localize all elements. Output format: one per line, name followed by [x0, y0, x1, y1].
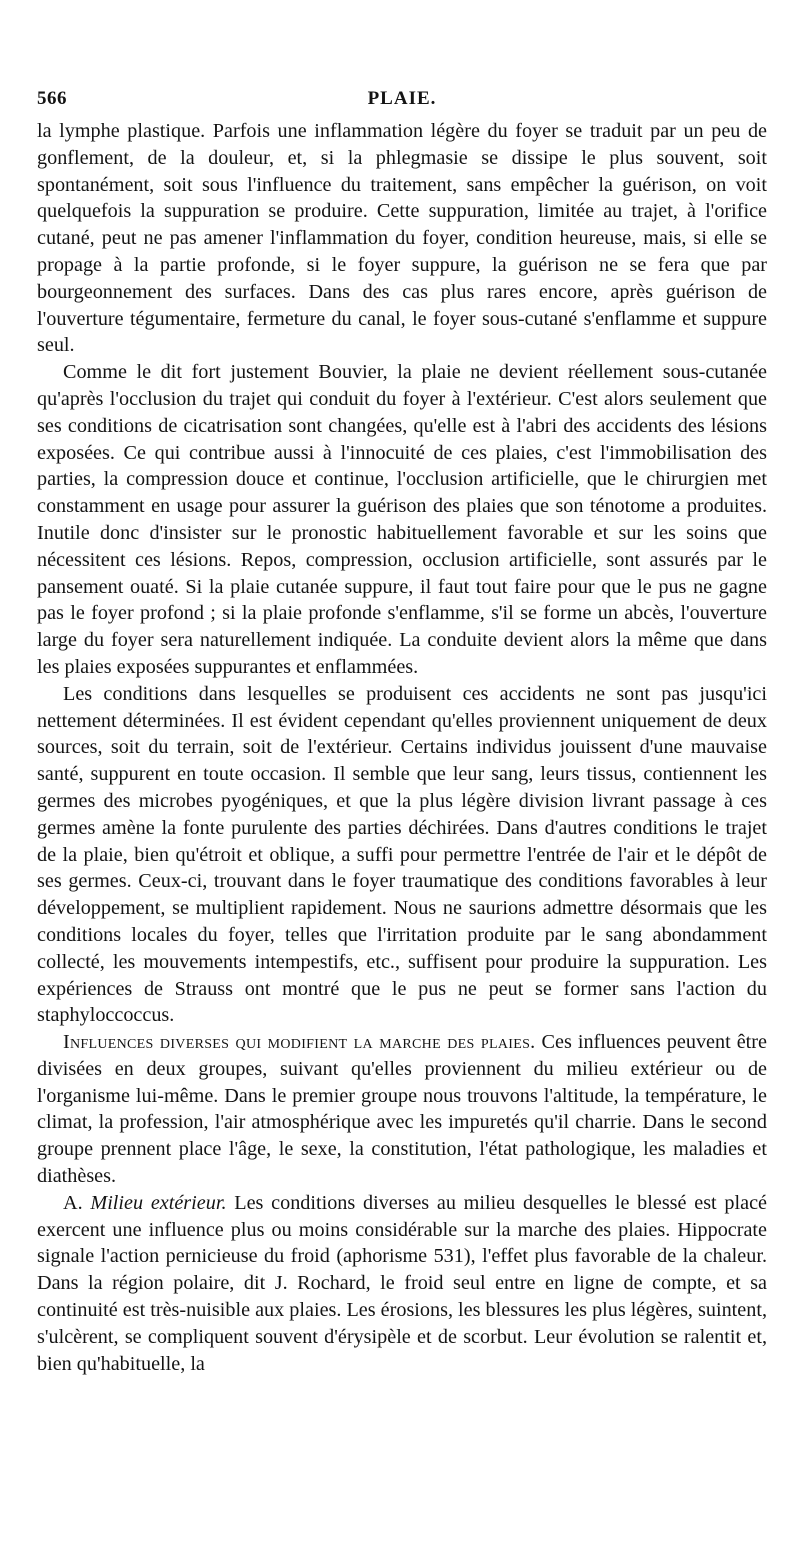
paragraph-1-text: la lymphe plastique. Parfois une inflammation légère du foyer se traduit par un peu de gonflement, de la douleur, et, si la phlegmasie se dissipe le plus souvent, soit spontanément, soit sous l'influence du traitement, sans empêcher la guérison, on voit quelquefois la suppuration se produire. Cette suppuration, limitée au trajet, à l'orifice cutané, peut ne pas amener l'inflammation du foyer, condition heureuse, mais, si elle se propage à la partie profonde, si le foyer suppure, la guérison ne se fera que par bourgeonnement des surfaces. Dans des cas plus rares encore, après guérison de l'ouverture tégumentaire, fermeture du canal, le foyer sous-cutané s'enflamme et suppure seul.: [37, 120, 767, 357]
paragraph-4-text: Ces influences peuvent être divisées en deux groupes, suivant qu'elles proviennent du milieu extérieur ou de l'organisme lui-même. Dans le premier groupe nous trouvons l'altitude, la température, le climat, la profession, l'air atmosphérique avec les impuretés qu'il charrie. Dans le second groupe prennent place l'âge, le sexe, la constitution, l'état pathologique, les maladies et diathèses.: [37, 1031, 767, 1188]
paragraph-3-text: Les conditions dans lesquelles se produisent ces accidents ne sont pas jusqu'ici nettement déterminées. Il est évident cependant qu'elles proviennent uniquement de deux sources, soit du terrain, soit de l'extérieur. Certains individus jouissent d'une mauvaise santé, suppurent en toute occasion. Il semble que leur sang, leurs tissus, contiennent les germes des microbes pyogéniques, et que la plus légère division livrant passage à ces germes amène la fonte purulente des parties déchirées. Dans d'autres conditions le trajet de la plaie, bien qu'étroit et oblique, a suffi pour permettre l'entrée de l'air et le dépôt de ses germes. Ceux-ci, trouvant dans le foyer traumatique des conditions favorables à leur développement, se multiplient rapidement. Nous ne saurions admettre désormais que les conditions locales du foyer, telles que l'irritation produite par le sang abondamment collecté, les mouvements intempestifs, etc., suffisent pour produire la suppuration. Les expériences de Strauss ont montré que le pus ne peut se former sans l'action du staphyloccoccus.: [37, 682, 767, 1027]
running-title: PLAIE.: [367, 88, 437, 109]
paragraph-1: [37, 118, 767, 359]
book-page: [37, 88, 767, 1377]
page-number: 566: [37, 88, 67, 109]
paragraph-4: [37, 1029, 767, 1190]
section-heading-influences: Influences diverses qui modifient la marche des plaies.: [63, 1031, 536, 1054]
paragraph-2-text: Comme le dit fort justement Bouvier, la plaie ne devient réellement sous-cutanée qu'après l'occlusion du trajet qui conduit du foyer à l'extérieur. C'est alors seulement que ses conditions de cicatrisation sont changées, qu'elle est à l'abri des accidents des lésions exposées. Ce qui contribue aussi à l'innocuité de ces plaies, c'est l'immobilisation des parties, la compression douce et continue, l'occlusion artificielle, que le chirurgien met constamment en usage pour assurer la guérison des plaies que son ténotome a produites. Inutile donc d'insister sur le pronostic habituellement favorable et sur les soins que nécessitent ces lésions. Repos, compression, occlusion artificielle, sont assurés par le pansement ouaté. Si la plaie cutanée suppure, il faut tout faire pour que le pus ne gagne pas le foyer profond ; si la plaie profonde s'enflamme, s'il se forme un abcès, l'ouverture large du foyer sera naturellement indiquée. La conduite devient alors la même que dans les plaies exposées suppurantes et enflammées.: [37, 361, 767, 678]
page-header: [37, 88, 767, 118]
subsection-label: A.: [63, 1191, 91, 1214]
paragraph-3: [37, 681, 767, 1029]
paragraph-5: [37, 1190, 767, 1378]
paragraph-2: [37, 359, 767, 681]
paragraph-5-text: Les conditions diverses au milieu desquelles le blessé est placé exercent une influence plus ou moins considérable sur la marche des plaies. Hippocrate signale l'action pernicieuse du froid (aphorisme 531), l'effet plus favorable de la chaleur. Dans la région polaire, dit J. Rochard, le froid seul entre en ligne de compte, et sa continuité est très-nuisible aux plaies. Les érosions, les blessures les plus légères, suintent, s'ulcèrent, se compliquent souvent d'érysipèle et de scorbut. Leur évolution se ralentit et, bien qu'habituelle, la: [37, 1191, 767, 1375]
subsection-heading-milieu: Milieu extérieur.: [90, 1191, 227, 1214]
